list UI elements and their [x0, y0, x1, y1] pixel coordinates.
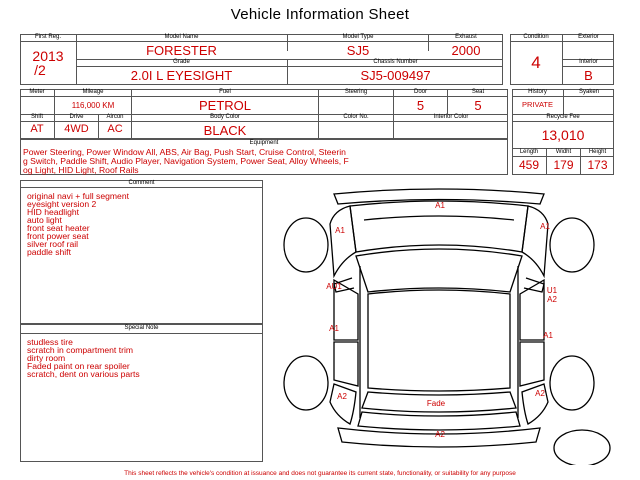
first-reg-month: /2 — [34, 62, 46, 78]
height-value: 173 — [587, 158, 608, 172]
equipment-label: Equipment — [249, 140, 279, 146]
body-color-label: Body Color — [210, 114, 240, 120]
equipment-line-1: Power Steering, Power Window All, ABS, Air Bag, Push Start, Cruise Control, Steerin — [23, 147, 346, 157]
special-note-line: dirty room — [27, 353, 66, 363]
exhaust-label: Exhaust — [455, 34, 477, 40]
height-label: Height — [588, 149, 607, 155]
first-reg-label: First Reg. — [34, 34, 61, 40]
model-name-label: Model Name — [164, 34, 199, 40]
comment-line: paddle shift — [27, 247, 71, 257]
damage-mark: A2 — [435, 430, 445, 439]
equipment-line-2: g Switch, Paddle Shift, Audio Player, Navigation System, Power Seat, Alloy Wheels, F — [23, 156, 349, 166]
history-label: History — [528, 89, 547, 95]
damage-mark: U1 — [546, 286, 558, 295]
door-label: Door — [413, 89, 427, 95]
comment-line: eyesight version 2 — [27, 199, 97, 209]
condition-grade: 4 — [531, 53, 541, 72]
grade-value: 2.0I L EYESIGHT — [130, 68, 233, 83]
interior-grade: B — [584, 68, 593, 83]
special-note-line: Faded paint on rear spoiler — [27, 361, 130, 371]
body-color-value: BLACK — [203, 123, 247, 138]
comment-line: original navi + full segment — [27, 191, 129, 201]
fuel-value: PETROL — [198, 98, 251, 113]
meter-label: Meter — [29, 89, 45, 95]
exterior-label: Exterior — [578, 34, 599, 40]
drive-value: 4WD — [64, 123, 89, 135]
aircon-label: Aircon — [106, 114, 124, 120]
chassis-label: Chassis Number — [373, 59, 418, 65]
model-type: SJ5 — [346, 43, 370, 58]
interior-color-label: Interior Color — [433, 114, 469, 120]
width-value: 179 — [553, 158, 574, 172]
color-no-label: Color No. — [343, 114, 369, 120]
interior-label: Interior — [579, 59, 598, 65]
door-value: 5 — [416, 98, 425, 113]
comment-line: front power seat — [27, 231, 89, 241]
seat-label: Seat — [471, 89, 485, 95]
drive-label: Drive — [69, 114, 84, 120]
special-note-line: scratch in compartment trim — [27, 345, 134, 355]
damage-mark: A1 — [335, 226, 345, 235]
equipment-line-3: og Light, HID Light, Roof Rails — [23, 165, 139, 175]
comment-line: HID headlight — [27, 207, 80, 217]
comment-label: Comment — [128, 180, 155, 186]
special-note-label: Special Note — [124, 325, 159, 331]
damage-mark: Fade — [426, 399, 446, 408]
comment-line: front seat heater — [27, 223, 90, 233]
exhaust-value: 2000 — [451, 43, 481, 58]
model-name: FORESTER — [146, 43, 217, 58]
damage-mark: AU1 — [326, 282, 342, 291]
aircon-value: AC — [107, 123, 123, 135]
damage-mark: A1 — [329, 324, 339, 333]
shift-value: AT — [30, 123, 44, 135]
special-note-line: scratch, dent on various parts — [27, 369, 140, 379]
syaken-label: Syaken — [578, 89, 599, 95]
disclaimer-footer: This sheet reflects the vehicle's condition at issuance and does not guarantee its current state, functionality, or suitability for any purpose — [124, 470, 516, 477]
length-label: Length — [519, 149, 539, 155]
first-reg-year: 2013 — [32, 48, 64, 64]
comment-line: silver roof rail — [27, 239, 79, 249]
seat-value: 5 — [474, 98, 482, 113]
recycle-fee-value: 13,010 — [541, 127, 585, 143]
damage-mark: A1 — [435, 201, 445, 210]
comment-line: auto light — [27, 215, 62, 225]
damage-mark: A1 — [540, 222, 550, 231]
damage-mark: A2 — [547, 295, 557, 304]
grade-label: Grade — [173, 59, 190, 65]
damage-mark: A1 — [543, 331, 553, 340]
damage-mark: A2 — [535, 389, 545, 398]
chassis-number: SJ5-009497 — [360, 68, 431, 83]
damage-mark: A2 — [337, 392, 347, 401]
special-note-line: studless tire — [27, 337, 73, 347]
recycle-fee-label: Recycle Fee — [546, 114, 580, 120]
history-value: PRIVATE — [522, 100, 553, 109]
width-label: Widht — [555, 149, 572, 155]
condition-label: Condition — [523, 34, 549, 40]
model-type-label: Model Type — [342, 34, 374, 40]
length-value: 459 — [518, 158, 540, 172]
fuel-label: Fuel — [219, 89, 231, 95]
steering-label: Steering — [344, 89, 368, 95]
car-diagram — [264, 180, 614, 465]
page-title: Vehicle Information Sheet — [230, 6, 410, 23]
mileage-value: 116,000 KM — [71, 101, 115, 110]
shift-label: Shift — [30, 114, 43, 120]
mileage-label: Mileage — [82, 89, 104, 95]
